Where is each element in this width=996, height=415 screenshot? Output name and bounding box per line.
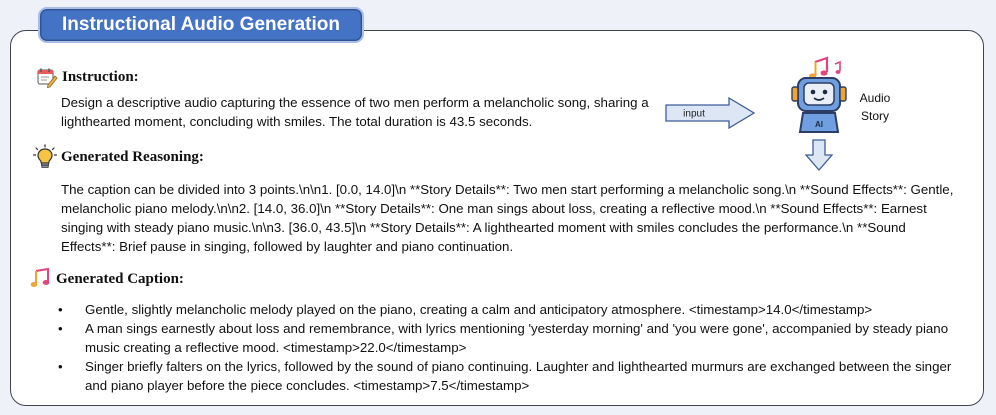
svg-text:AI: AI xyxy=(815,120,823,129)
page-title-text: Instructional Audio Generation xyxy=(62,14,340,35)
robot-icon xyxy=(783,56,855,134)
caption-item: • Singer briefly falters on the lyrics, followed by the sound of piano continuing. Laughter and lighthearted murmurs are exchanged between the singer and piano player before the piece concludes. <timestamp>7.5</timestamp> xyxy=(56,357,971,395)
caption-heading xyxy=(30,268,184,290)
caption-item: • Gentle, slightly melancholic melody played on the piano, creating a calm and anticipatory atmosphere. <timestamp>14.0</timestamp> xyxy=(56,300,971,319)
instruction-heading-label: Instruction: xyxy=(62,68,139,85)
instruction-heading xyxy=(36,66,139,88)
music-note-icon xyxy=(30,268,52,290)
lightbulb-icon xyxy=(33,144,57,170)
music-notes-icon xyxy=(809,58,841,79)
arrow-right-icon xyxy=(665,96,757,130)
reasoning-heading-label: Generated Reasoning: xyxy=(61,148,204,165)
instruction-text: Design a descriptive audio capturing the essence of two men perform a melancholic song, sharing a lighthearted moment, concluding with smiles. The total duration is 43.5 seconds. xyxy=(61,95,649,129)
page-title xyxy=(38,7,364,43)
reasoning-heading xyxy=(33,144,204,170)
caption-item: • A man sings earnestly about loss and remembrance, with lyrics mentioning 'yesterday morning' and 'you were gone', accompanied by steady piano music creating a reflective mood. <timestamp>22.0</timestamp> xyxy=(56,319,971,357)
caption-list xyxy=(56,300,971,395)
calendar-pencil-icon xyxy=(36,66,58,88)
output-label-line1: Audio xyxy=(859,91,891,105)
reasoning-text: The caption can be divided into 3 points.\n\n1. [0.0, 14.0]\n **Story Details**: Two men start performing a melancholic song.\n **Sound Effects**: Gentle, melancholic piano melody.\n\n2. [14.0, 36.0]\n **Story Details**: One man sings about loss, creating a reflective mood.\n **Sound Effects**: Earnest singing with steady piano music.\n\n3. [36.0, 43.5]\n **Story Details**: A lighthearted moment with smiles concludes the performance.\n **Sound Effects**: Brief pause in singing, followed by laughter and piano continuation. xyxy=(61,182,954,254)
caption-heading-label: Generated Caption: xyxy=(56,270,184,287)
arrow-label: input xyxy=(683,108,705,120)
arrow-down-icon xyxy=(805,139,833,171)
output-label-line2: Story xyxy=(860,109,889,123)
